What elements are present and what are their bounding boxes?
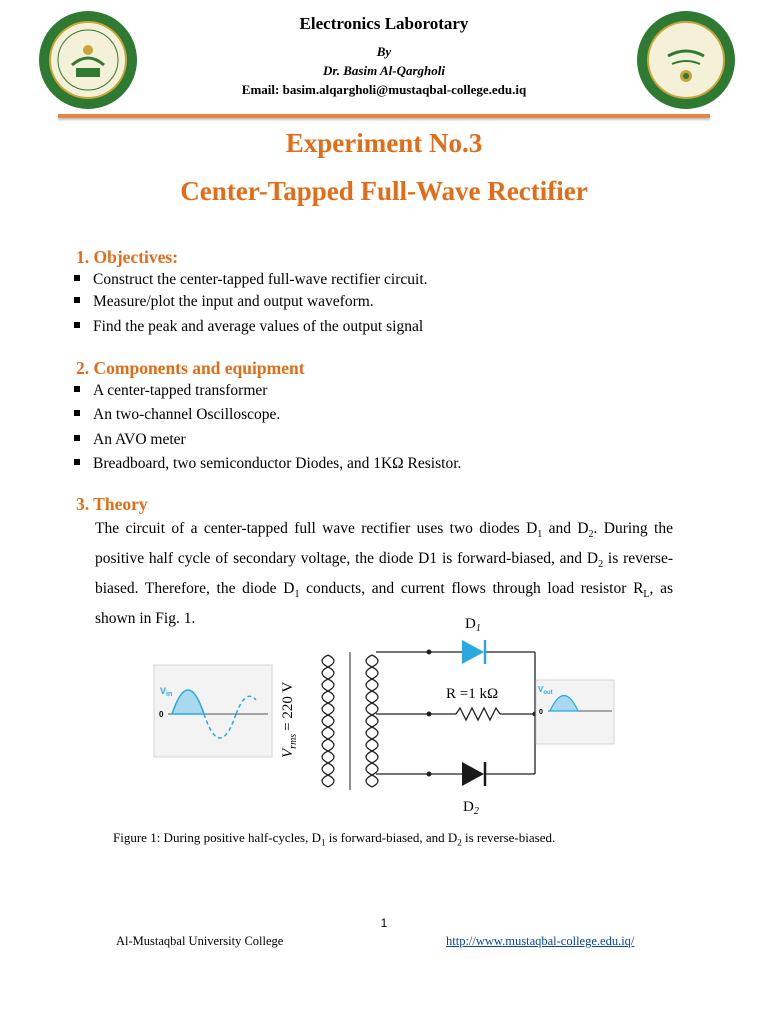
bullet-icon [74,297,80,303]
lab-title: Electronics Laborotary [299,14,469,33]
zero-out-label: 0 [539,709,543,716]
bullet-icon [74,322,80,328]
objective-item: Construct the center-tapped full-wave rectifier circuit. [74,271,428,289]
diode-d2 [462,762,485,786]
theory-paragraph: The circuit of a center-tapped full wave rectifier uses two diodes $D_1$ and $D_2$. During the positive half cycle of secondary voltage, the diode D1 is forward-biased, and $D_2$ is reverse-biased. Therefore, the diode $D_1$ conducts, and current flows through load resistor $R_L$, as shown in Fig. 1. [95,520,673,628]
zero-in-label: 0 [159,710,164,719]
secondary-coil [366,655,378,787]
vout-label: $V_{out}$ [538,685,553,696]
load-resistor [456,708,500,720]
d2-label: $D_2$ [463,799,479,817]
component-item: A center-tapped transformer [74,382,267,400]
bullet-icon [74,435,80,441]
theory-heading: 3. Theory [76,494,148,514]
page-number: 1 [380,916,388,930]
bullet-icon [74,275,80,281]
author-email: Email: basim.alqargholi@mustaqbal-college.edu.iq [241,82,527,97]
component-item: An AVO meter [74,431,186,449]
rectifier-circuit-figure [150,610,620,820]
objective-item: Measure/plot the input and output waveform. [74,293,374,311]
diode-d1 [462,640,485,664]
input-waveform-box [154,665,272,757]
vrms-label: $V_{rms}= 220$ V [280,681,299,758]
component-item: Breadboard, two semiconductor Diodes, and 1KΩ Resistor. [74,455,461,473]
experiment-title: Center-Tapped Full-Wave Rectifier [180,176,588,206]
bullet-icon [74,410,80,416]
components-heading: 2. Components and equipment [76,358,305,378]
by-label: By [376,44,392,59]
bullet-icon [74,386,80,392]
author-name: Dr. Basim Al-Qargholi [323,63,445,78]
figure-caption: Figure 1: During positive half-cycles, $D_1$ is forward-biased, and $D_2$ is reverse-biased. [113,830,556,848]
primary-coil [322,655,334,787]
d1-label: $D_1$ [465,616,481,634]
experiment-number: Experiment No.3 [285,128,483,158]
footer-website-link[interactable]: http://www.mustaqbal-college.edu.iq/ [446,934,635,948]
component-item: An two-channel Oscilloscope. [74,406,280,424]
footer-college-name: Al-Mustaqbal University College [116,934,284,948]
vin-label: $V_{in}$ [160,686,173,698]
objective-item: Find the peak and average values of the output signal [74,318,423,336]
header-divider [58,114,710,118]
objectives-heading: 1. Objectives: [76,247,179,267]
resistor-label: R =1 kΩ [446,686,499,702]
bullet-icon [74,459,80,465]
